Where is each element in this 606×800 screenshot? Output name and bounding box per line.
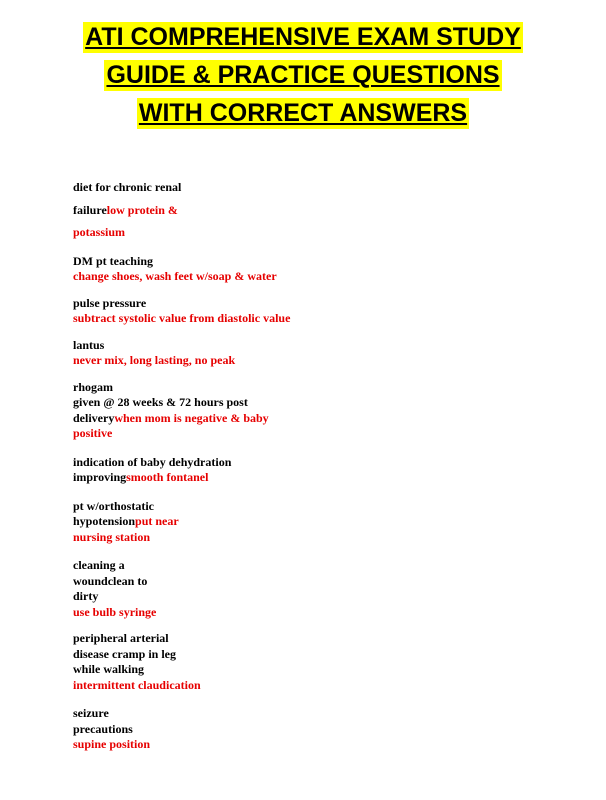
question-text: precautions xyxy=(73,721,133,736)
answer-text: positive xyxy=(73,426,113,440)
question-text: lantus xyxy=(73,337,105,352)
question-text: diet for chronic renal xyxy=(73,180,182,194)
question-text: dirty xyxy=(73,589,99,603)
answer-text: supine position xyxy=(73,737,151,751)
title-line-2: GUIDE & PRACTICE QUESTIONS xyxy=(106,61,500,89)
question-text: woundclean to xyxy=(73,573,148,588)
title-line-3: WITH CORRECT ANSWERS xyxy=(138,99,468,127)
question-text: hypotension xyxy=(73,514,136,528)
question-text: pt w/orthostatic xyxy=(73,498,154,513)
question-text: while walking xyxy=(73,662,145,676)
question-text: failure xyxy=(73,202,107,217)
entry-pulse-pressure xyxy=(73,296,573,327)
entry-seizure-precautions xyxy=(73,706,573,753)
answer-text: when mom is negative & baby xyxy=(114,410,269,425)
question-text: given @ 28 weeks & 72 hours post xyxy=(73,395,248,409)
answer-text: use bulb syringe xyxy=(73,604,157,619)
entry-peripheral-arterial-disease xyxy=(73,631,573,693)
answer-text: nursing station xyxy=(73,529,151,544)
entry-lantus xyxy=(73,338,573,369)
entry-dm-teaching xyxy=(73,254,573,285)
answer-text: put near xyxy=(135,514,179,528)
question-text: DM pt teaching xyxy=(73,253,153,268)
answer-text: intermittent claudication xyxy=(73,677,201,692)
answer-text: low protein & xyxy=(106,202,178,217)
answer-text: change shoes, wash feet w/soap & water xyxy=(73,269,277,283)
question-text: seizure xyxy=(73,706,109,720)
question-text: improving xyxy=(73,470,127,484)
entry-wound-cleaning xyxy=(73,558,573,620)
study-content xyxy=(73,180,573,753)
question-text: indication of baby dehydration xyxy=(73,454,232,469)
answer-text: subtract systolic value from diastolic value xyxy=(73,311,291,325)
question-text: pulse pressure xyxy=(73,295,147,310)
answer-text: smooth fontanel xyxy=(126,470,209,484)
question-text: rhogam xyxy=(73,379,113,394)
entry-renal-diet xyxy=(73,180,573,241)
title-line-1: ATI COMPREHENSIVE EXAM STUDY xyxy=(85,23,521,51)
document-title xyxy=(0,22,606,136)
question-text: disease cramp in leg xyxy=(73,646,176,661)
entry-baby-dehydration xyxy=(73,455,573,486)
answer-text: never mix, long lasting, no peak xyxy=(73,353,236,367)
entry-orthostatic-hypotension xyxy=(73,499,573,546)
answer-text: potassium xyxy=(73,225,126,239)
question-text: cleaning a xyxy=(73,558,125,572)
question-text: delivery xyxy=(73,410,115,425)
question-text: peripheral arterial xyxy=(73,631,169,645)
entry-rhogam xyxy=(73,380,573,442)
